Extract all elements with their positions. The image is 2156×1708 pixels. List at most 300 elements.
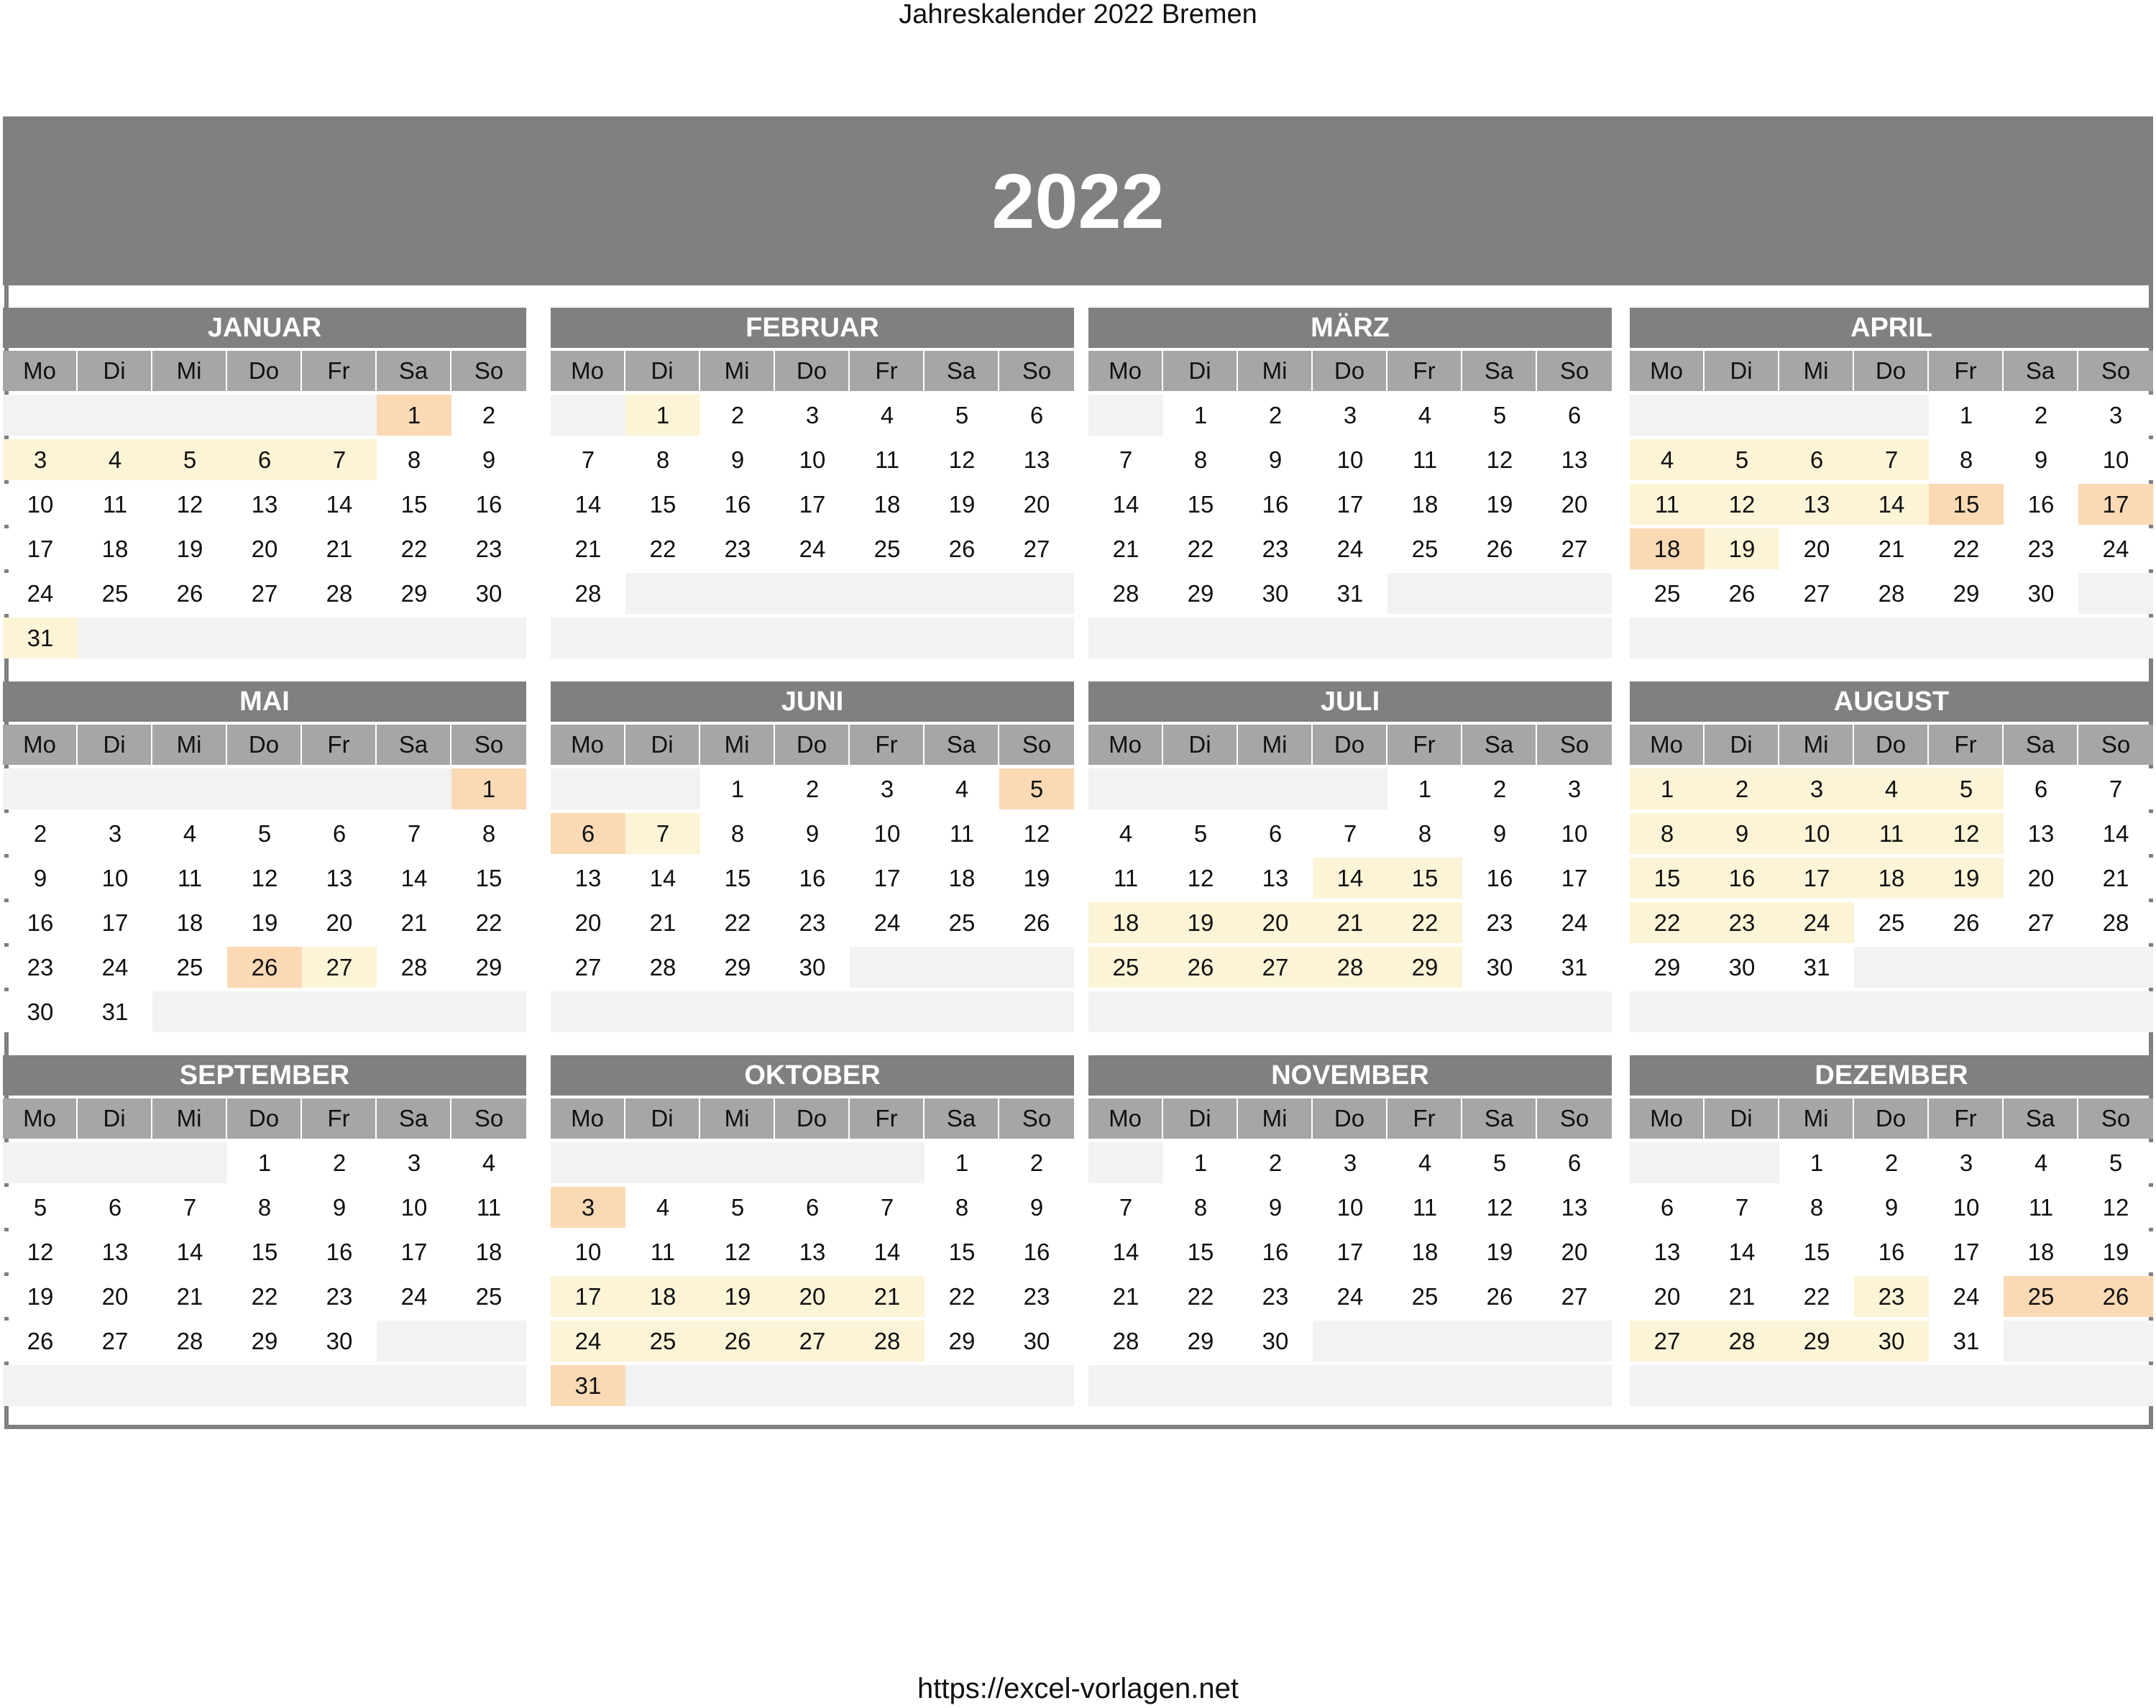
day-cell: 18 [1088, 902, 1163, 943]
day-cell: 25 [1387, 528, 1462, 569]
day-grid [551, 1139, 1074, 1406]
empty-cell [3, 768, 78, 809]
day-cell: 21 [551, 528, 625, 569]
day-cell: 26 [700, 1321, 775, 1362]
day-cell: 8 [1779, 1187, 1854, 1228]
day-cell: 10 [850, 813, 925, 854]
day-cell: 29 [1630, 947, 1705, 988]
day-cell: 15 [1163, 1231, 1238, 1272]
day-cell: 24 [1313, 528, 1387, 569]
day-cell: 10 [775, 439, 850, 480]
day-cell: 27 [1537, 528, 1612, 569]
day-cell: 28 [1854, 573, 1929, 614]
day-cell: 17 [850, 858, 925, 899]
day-cell: 29 [1779, 1321, 1854, 1362]
empty-cell [152, 1142, 227, 1183]
day-cell: 7 [152, 1187, 227, 1228]
month-title: NOVEMBER [1088, 1055, 1612, 1096]
empty-cell [1313, 1321, 1387, 1362]
day-cell: 21 [1088, 1276, 1163, 1317]
day-cell: 5 [999, 768, 1074, 809]
day-cell: 19 [1462, 484, 1537, 525]
day-cell: 16 [999, 1231, 1074, 1272]
day-cell: 6 [551, 813, 625, 854]
day-cell: 6 [999, 395, 1074, 436]
day-cell: 20 [999, 484, 1074, 525]
day-cell: 9 [1705, 813, 1779, 854]
day-cell: 16 [451, 484, 526, 525]
empty-cell [227, 395, 302, 436]
day-cell: 13 [999, 439, 1074, 480]
day-cell: 1 [377, 395, 451, 436]
day-cell: 11 [1854, 813, 1929, 854]
empty-cell [302, 991, 377, 1032]
day-grid [3, 765, 526, 1032]
weekday-label: Fr [1387, 351, 1462, 391]
day-cell: 4 [152, 813, 227, 854]
day-cell: 26 [1163, 947, 1238, 988]
day-cell: 13 [302, 858, 377, 899]
empty-cell [377, 768, 451, 809]
weekday-label: Mi [700, 1098, 775, 1139]
day-cell: 27 [302, 947, 377, 988]
day-cell: 22 [1779, 1276, 1854, 1317]
day-cell: 23 [999, 1276, 1074, 1317]
day-cell: 7 [1088, 1187, 1163, 1228]
empty-cell [700, 573, 775, 614]
empty-cell [1854, 1365, 1929, 1406]
day-cell: 31 [78, 991, 152, 1032]
empty-cell [152, 617, 227, 658]
empty-cell [451, 991, 526, 1032]
day-cell: 8 [1387, 813, 1462, 854]
month-title: JULI [1088, 681, 1612, 722]
day-cell: 14 [1854, 484, 1929, 525]
day-cell: 13 [1238, 858, 1313, 899]
day-cell: 31 [1537, 947, 1612, 988]
day-cell: 31 [3, 617, 78, 658]
day-grid [3, 391, 526, 658]
day-cell: 30 [1462, 947, 1537, 988]
empty-cell [3, 1365, 78, 1406]
day-cell: 1 [1163, 395, 1238, 436]
day-cell: 7 [1854, 439, 1929, 480]
day-cell: 21 [625, 902, 700, 943]
empty-cell [1779, 395, 1854, 436]
day-cell: 22 [1929, 528, 2004, 569]
day-cell: 30 [1705, 947, 1779, 988]
day-cell: 8 [227, 1187, 302, 1228]
day-cell: 12 [152, 484, 227, 525]
day-cell: 1 [625, 395, 700, 436]
day-cell: 13 [551, 858, 625, 899]
empty-cell [152, 768, 227, 809]
weekday-label: Do [775, 725, 850, 765]
weekday-label: Do [1854, 1098, 1929, 1139]
month-märz [1088, 308, 1612, 658]
empty-cell [1705, 617, 1779, 658]
day-cell: 3 [850, 768, 925, 809]
day-cell: 26 [1462, 528, 1537, 569]
weekday-label: Mo [3, 1098, 78, 1139]
weekday-label: Mo [551, 725, 625, 765]
day-cell: 1 [700, 768, 775, 809]
day-cell: 21 [302, 528, 377, 569]
day-cell: 17 [1313, 484, 1387, 525]
day-cell: 10 [1313, 439, 1387, 480]
day-cell: 20 [1238, 902, 1313, 943]
day-cell: 28 [625, 947, 700, 988]
day-cell: 27 [1630, 1321, 1705, 1362]
day-cell: 26 [1462, 1276, 1537, 1317]
weekday-label: Do [227, 351, 302, 391]
empty-cell [1088, 1365, 1163, 1406]
day-cell: 5 [925, 395, 999, 436]
day-cell: 22 [1163, 528, 1238, 569]
day-cell: 18 [152, 902, 227, 943]
day-cell: 19 [1163, 902, 1238, 943]
empty-cell [551, 395, 625, 436]
day-cell: 14 [1705, 1231, 1779, 1272]
day-cell: 1 [1163, 1142, 1238, 1183]
day-cell: 19 [999, 858, 1074, 899]
day-cell: 3 [1313, 1142, 1387, 1183]
day-cell: 21 [1088, 528, 1163, 569]
day-cell: 6 [2004, 768, 2078, 809]
empty-cell [377, 617, 451, 658]
day-cell: 24 [78, 947, 152, 988]
day-cell: 9 [1854, 1187, 1929, 1228]
weekday-label: Sa [1462, 351, 1537, 391]
empty-cell [700, 1142, 775, 1183]
day-cell: 23 [302, 1276, 377, 1317]
empty-cell [1537, 617, 1612, 658]
empty-cell [2004, 617, 2078, 658]
weekday-label: Mi [700, 351, 775, 391]
day-cell: 24 [551, 1321, 625, 1362]
empty-cell [2004, 947, 2078, 988]
day-cell: 4 [451, 1142, 526, 1183]
weekday-label: Fr [1929, 1098, 2004, 1139]
day-cell: 26 [1929, 902, 2004, 943]
weekday-label: So [451, 351, 526, 391]
empty-cell [925, 617, 999, 658]
empty-cell [850, 573, 925, 614]
day-cell: 9 [1238, 439, 1313, 480]
day-cell: 18 [451, 1231, 526, 1272]
day-cell: 27 [78, 1321, 152, 1362]
weekday-label: Sa [377, 1098, 451, 1139]
empty-cell [227, 617, 302, 658]
empty-cell [625, 573, 700, 614]
day-cell: 9 [775, 813, 850, 854]
day-cell: 14 [302, 484, 377, 525]
empty-cell [625, 1365, 700, 1406]
weekday-label: So [999, 351, 1074, 391]
day-cell: 26 [1705, 573, 1779, 614]
day-cell: 3 [551, 1187, 625, 1228]
empty-cell [2078, 617, 2153, 658]
day-cell: 10 [1779, 813, 1854, 854]
day-cell: 29 [1163, 573, 1238, 614]
day-cell: 10 [2078, 439, 2153, 480]
day-cell: 29 [227, 1321, 302, 1362]
empty-cell [850, 1142, 925, 1183]
day-cell: 19 [925, 484, 999, 525]
day-cell: 29 [451, 947, 526, 988]
day-cell: 9 [700, 439, 775, 480]
day-cell: 2 [700, 395, 775, 436]
day-cell: 25 [78, 573, 152, 614]
day-cell: 3 [1313, 395, 1387, 436]
day-cell: 25 [1088, 947, 1163, 988]
day-cell: 14 [625, 858, 700, 899]
empty-cell [1705, 1365, 1779, 1406]
day-cell: 18 [78, 528, 152, 569]
day-cell: 16 [700, 484, 775, 525]
day-cell: 5 [700, 1187, 775, 1228]
empty-cell [775, 1365, 850, 1406]
empty-cell [1313, 617, 1387, 658]
empty-cell [302, 395, 377, 436]
empty-cell [551, 991, 625, 1032]
day-cell: 30 [302, 1321, 377, 1362]
weekday-label: Di [1705, 725, 1779, 765]
day-cell: 12 [227, 858, 302, 899]
empty-cell [1854, 991, 1929, 1032]
day-cell: 5 [1462, 1142, 1537, 1183]
day-grid [1630, 765, 2153, 1032]
day-cell: 9 [302, 1187, 377, 1228]
day-cell: 23 [1705, 902, 1779, 943]
weekday-label: Do [775, 1098, 850, 1139]
day-cell: 24 [775, 528, 850, 569]
day-cell: 17 [1313, 1231, 1387, 1272]
day-grid [1088, 1139, 1612, 1406]
day-cell: 16 [302, 1231, 377, 1272]
day-cell: 30 [999, 1321, 1074, 1362]
day-cell: 5 [1705, 439, 1779, 480]
day-cell: 3 [78, 813, 152, 854]
day-cell: 28 [1313, 947, 1387, 988]
day-cell: 1 [451, 768, 526, 809]
weekday-label: Fr [1929, 351, 2004, 391]
day-cell: 23 [451, 528, 526, 569]
empty-cell [700, 617, 775, 658]
empty-cell [1630, 1365, 1705, 1406]
empty-cell [925, 947, 999, 988]
weekday-label: Fr [850, 1098, 925, 1139]
day-cell: 13 [775, 1231, 850, 1272]
empty-cell [1854, 395, 1929, 436]
empty-cell [999, 991, 1074, 1032]
footer-link[interactable]: https://excel-vorlagen.net [917, 1673, 1239, 1704]
weekday-label: Di [1705, 351, 1779, 391]
weekday-header-row [1630, 1096, 2153, 1139]
day-cell: 11 [451, 1187, 526, 1228]
empty-cell [1537, 1321, 1612, 1362]
day-cell: 29 [1387, 947, 1462, 988]
day-cell: 21 [1313, 902, 1387, 943]
weekday-label: Sa [925, 351, 999, 391]
weekday-label: Mi [1779, 725, 1854, 765]
day-cell: 30 [3, 991, 78, 1032]
day-cell: 30 [451, 573, 526, 614]
day-cell: 7 [377, 813, 451, 854]
day-cell: 12 [1462, 439, 1537, 480]
day-cell: 28 [1088, 573, 1163, 614]
weekday-label: Sa [925, 725, 999, 765]
empty-cell [1537, 573, 1612, 614]
day-cell: 26 [3, 1321, 78, 1362]
day-cell: 28 [551, 573, 625, 614]
empty-cell [1779, 1365, 1854, 1406]
empty-cell [850, 1365, 925, 1406]
empty-cell [1537, 1365, 1612, 1406]
weekday-label: Mo [1630, 725, 1705, 765]
day-cell: 8 [451, 813, 526, 854]
day-cell: 15 [1779, 1231, 1854, 1272]
weekday-label: Mi [152, 725, 227, 765]
empty-cell [302, 768, 377, 809]
empty-cell [1630, 617, 1705, 658]
day-cell: 26 [227, 947, 302, 988]
day-cell: 8 [625, 439, 700, 480]
empty-cell [1088, 1142, 1163, 1183]
day-cell: 1 [227, 1142, 302, 1183]
day-cell: 24 [3, 573, 78, 614]
weekday-label: Di [625, 1098, 700, 1139]
day-cell: 26 [925, 528, 999, 569]
day-cell: 10 [78, 858, 152, 899]
day-cell: 12 [1929, 813, 2004, 854]
weekday-label: Di [625, 725, 700, 765]
empty-cell [1462, 1321, 1537, 1362]
empty-cell [1929, 947, 2004, 988]
day-cell: 22 [227, 1276, 302, 1317]
day-cell: 5 [227, 813, 302, 854]
empty-cell [152, 395, 227, 436]
empty-cell [1088, 768, 1163, 809]
day-cell: 25 [1387, 1276, 1462, 1317]
month-title: JUNI [551, 681, 1074, 722]
day-cell: 21 [152, 1276, 227, 1317]
empty-cell [78, 395, 152, 436]
month-title: MAI [3, 681, 526, 722]
empty-cell [625, 768, 700, 809]
day-cell: 20 [775, 1276, 850, 1317]
day-cell: 8 [700, 813, 775, 854]
day-cell: 17 [551, 1276, 625, 1317]
empty-cell [451, 1365, 526, 1406]
day-cell: 23 [775, 902, 850, 943]
empty-cell [551, 768, 625, 809]
empty-cell [2078, 947, 2153, 988]
day-cell: 24 [1537, 902, 1612, 943]
year-banner: 2022 [3, 116, 2153, 285]
day-cell: 21 [1854, 528, 1929, 569]
day-cell: 2 [451, 395, 526, 436]
empty-cell [1088, 617, 1163, 658]
day-cell: 22 [451, 902, 526, 943]
weekday-header-row [551, 722, 1074, 765]
empty-cell [377, 1365, 451, 1406]
day-cell: 6 [302, 813, 377, 854]
day-cell: 4 [1630, 439, 1705, 480]
empty-cell [2078, 1321, 2153, 1362]
day-cell: 17 [2078, 484, 2153, 525]
day-cell: 4 [1387, 395, 1462, 436]
day-cell: 22 [925, 1276, 999, 1317]
day-cell: 11 [2004, 1187, 2078, 1228]
day-cell: 28 [1705, 1321, 1779, 1362]
empty-cell [152, 991, 227, 1032]
weekday-label: So [2078, 1098, 2153, 1139]
empty-cell [1313, 768, 1387, 809]
day-cell: 25 [625, 1321, 700, 1362]
weekday-label: Mi [1238, 351, 1313, 391]
day-cell: 20 [1537, 484, 1612, 525]
day-cell: 7 [850, 1187, 925, 1228]
day-cell: 31 [551, 1365, 625, 1406]
day-cell: 4 [925, 768, 999, 809]
day-cell: 22 [377, 528, 451, 569]
day-cell: 3 [1929, 1142, 2004, 1183]
day-cell: 1 [925, 1142, 999, 1183]
empty-cell [1238, 617, 1313, 658]
day-cell: 30 [1238, 573, 1313, 614]
day-cell: 26 [2078, 1276, 2153, 1317]
weekday-label: So [451, 725, 526, 765]
weekday-label: Mo [551, 351, 625, 391]
month-juli [1088, 681, 1612, 1032]
day-cell: 2 [1238, 1142, 1313, 1183]
day-cell: 11 [1387, 439, 1462, 480]
empty-cell [1854, 947, 1929, 988]
day-cell: 15 [925, 1231, 999, 1272]
day-cell: 20 [78, 1276, 152, 1317]
month-april [1630, 308, 2153, 658]
day-cell: 8 [1929, 439, 2004, 480]
weekday-label: Di [78, 725, 152, 765]
day-cell: 24 [1929, 1276, 2004, 1317]
empty-cell [1163, 617, 1238, 658]
day-cell: 22 [1630, 902, 1705, 943]
day-cell: 11 [1387, 1187, 1462, 1228]
day-cell: 17 [1537, 858, 1612, 899]
day-cell: 31 [1929, 1321, 2004, 1362]
day-cell: 16 [1854, 1231, 1929, 1272]
weekday-label: Mo [1088, 351, 1163, 391]
day-cell: 29 [377, 573, 451, 614]
month-oktober [551, 1055, 1074, 1406]
empty-cell [1779, 991, 1854, 1032]
day-cell: 31 [1313, 573, 1387, 614]
day-cell: 14 [1313, 858, 1387, 899]
empty-cell [451, 1321, 526, 1362]
day-cell: 8 [377, 439, 451, 480]
weekday-label: Sa [377, 725, 451, 765]
day-cell: 28 [2078, 902, 2153, 943]
day-cell: 5 [1462, 395, 1537, 436]
day-cell: 19 [1462, 1231, 1537, 1272]
day-cell: 7 [1705, 1187, 1779, 1228]
month-title: OKTOBER [551, 1055, 1074, 1096]
weekday-label: Mo [1630, 351, 1705, 391]
day-cell: 28 [377, 947, 451, 988]
weekday-label: Di [78, 1098, 152, 1139]
day-cell: 24 [1779, 902, 1854, 943]
